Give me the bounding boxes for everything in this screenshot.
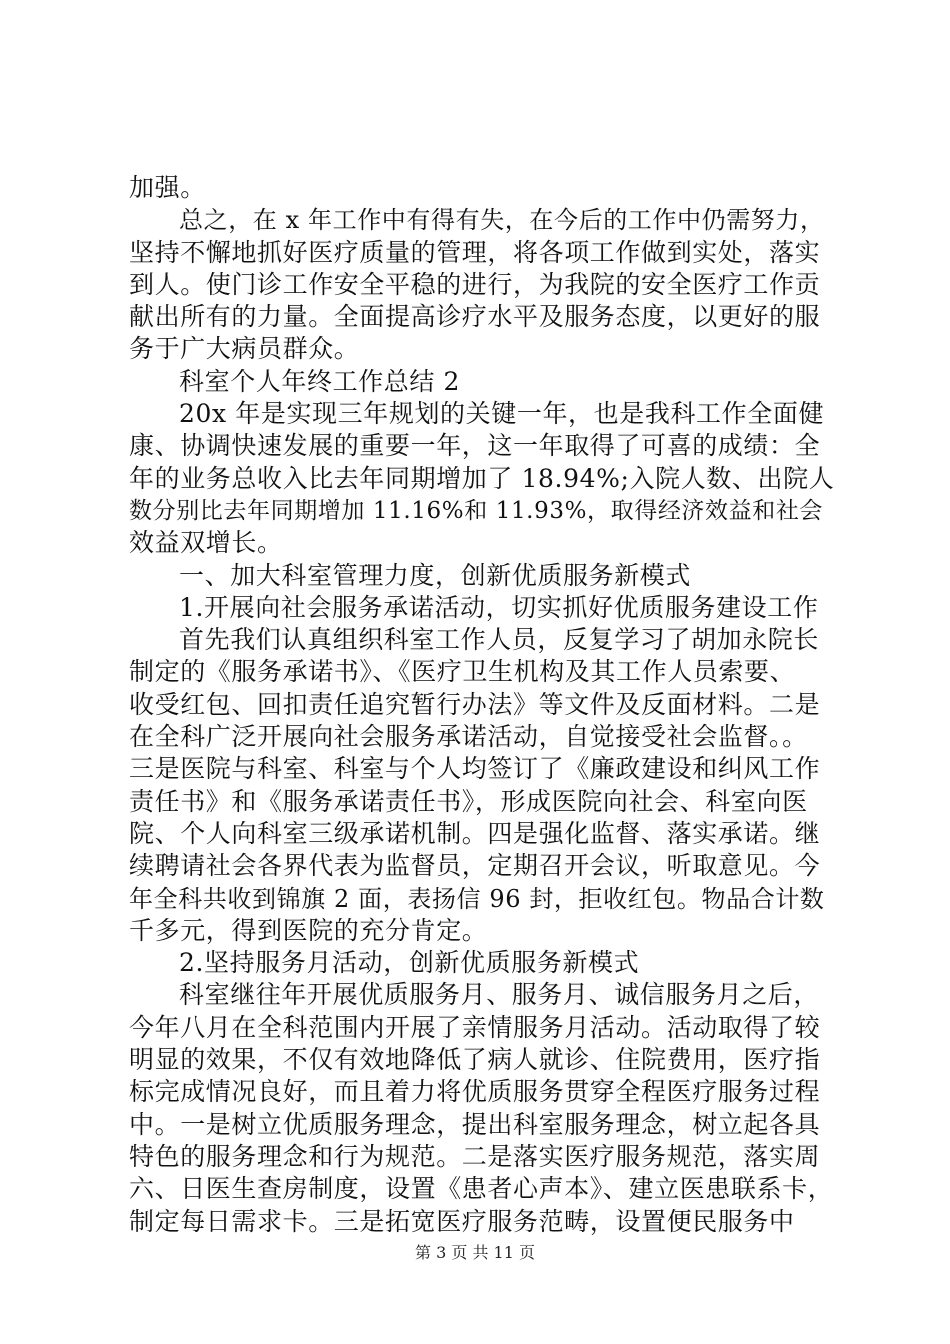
text-line: 在全科广泛开展向社会服务承诺活动，自觉接受社会监督。。 xyxy=(129,722,808,752)
text-line: 康、协调快速发展的重要一年，这一年取得了可喜的成绩：全 xyxy=(129,431,821,461)
text-line: 责任书》和《服务承诺责任书》，形成医院向社会、科室向医 xyxy=(129,786,808,816)
text-line: 1.开展向社会服务承诺活动，切实抓好优质服务建设工作 xyxy=(179,592,819,622)
text-line: 坚持不懈地抓好医疗质量的管理，将各项工作做到实处，落实 xyxy=(129,237,821,267)
text-line: 加强。 xyxy=(129,173,206,202)
text-line: 2.坚持服务月活动，创新优质服务新模式 xyxy=(179,948,640,978)
text-line: 献出所有的力量。全面提高诊疗水平及服务态度，以更好的服 xyxy=(129,302,821,332)
text-line: 六、日医生查房制度，设置《患者心声本》、建立医患联系卡， xyxy=(129,1174,834,1204)
text-line: 院、个人向科室三级承诺机制。四是强化监督、落实承诺。继 xyxy=(129,818,821,848)
text-line: 总之，在 x 年工作中有得有失，在今后的工作中仍需努力， xyxy=(179,206,825,235)
text-line: 续聘请社会各界代表为监督员，定期召开会议，听取意见。今 xyxy=(129,851,821,881)
text-line: 中。一是树立优质服务理念，提出科室服务理念，树立起各具 xyxy=(129,1109,821,1139)
text-line: 到人。使门诊工作安全平稳的进行，为我院的安全医疗工作贡 xyxy=(129,269,821,299)
text-line: 效益双增长。 xyxy=(129,528,283,558)
document-body xyxy=(129,172,834,1238)
text-line: 特色的服务理念和行为规范。二是落实医疗服务规范，落实周 xyxy=(129,1141,821,1171)
text-line: 科室继往年开展优质服务月、服务月、诚信服务月之后， xyxy=(179,980,820,1010)
text-line: 标完成情况良好，而且着力将优质服务贯穿全程医疗服务过程 xyxy=(129,1077,821,1107)
text-line: 一、加大科室管理力度，创新优质服务新模式 xyxy=(179,560,692,590)
text-line: 千多元，得到医院的充分肯定。 xyxy=(129,915,488,945)
text-line: 年全科共收到锦旗 2 面，表扬信 96 封，拒收红包。物品合计数 xyxy=(129,884,825,913)
text-line: 20x 年是实现三年规划的关键一年，也是我科工作全面健 xyxy=(179,399,825,429)
text-line: 制定的《服务承诺书》、《医疗卫生机构及其工作人员索要、 xyxy=(129,657,796,687)
text-line: 务于广大病员群众。 xyxy=(129,334,360,364)
text-line: 收受红包、回扣责任追究暂行办法》等文件及反面材料。二是 xyxy=(129,689,821,719)
text-line: 明显的效果，不仅有效地降低了病人就诊、住院费用，医疗指 xyxy=(129,1045,821,1075)
text-line: 制定每日需求卡。三是拓宽医疗服务范畴，设置便民服务中 xyxy=(129,1206,795,1236)
text-line: 年的业务总收入比去年同期增加了 18.94%;入院人数、出院人 xyxy=(129,463,835,493)
text-line: 首先我们认真组织科室工作人员，反复学习了胡加永院长 xyxy=(179,625,820,655)
text-line: 科室个人年终工作总结 2 xyxy=(179,366,461,396)
text-line: 三是医院与科室、科室与个人均签订了《廉政建设和纠风工作 xyxy=(129,754,821,784)
text-line: 数分别比去年同期增加 11.16%和 11.93%，取得经济效益和社会 xyxy=(129,497,824,524)
text-line: 今年八月在全科范围内开展了亲情服务月活动。活动取得了较 xyxy=(129,1012,821,1042)
page-footer: 第 3 页 共 11 页 xyxy=(415,1243,535,1262)
